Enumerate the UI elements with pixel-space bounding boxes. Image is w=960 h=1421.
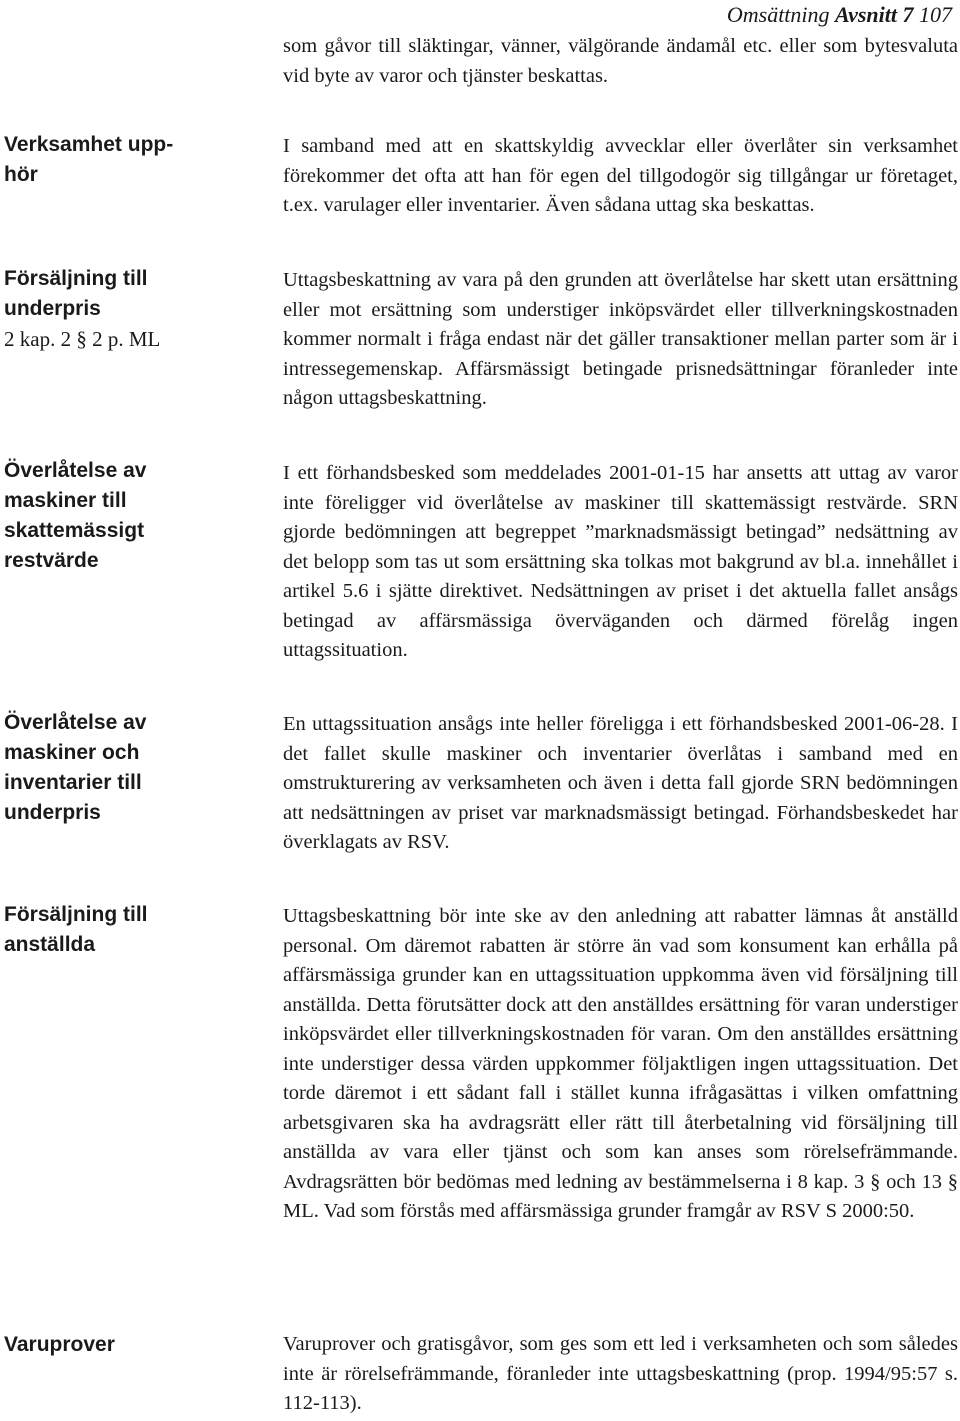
margin-note-line: hör: [4, 163, 38, 186]
body-paragraph: Uttagsbeskattning av vara på den grunden att överlåtelse har skett utan ersättning eller mot ersättning som understiger inköpsvärdet eller tillverkningskostnaden kommer normalt i fråga endast när det gäller transaktioner mellan parter som är i intressegemenskap. Affärsmässigt betingade prisnedsättningar föranleder inte någon uttagsbeskattning.: [283, 269, 958, 409]
margin-note-varuprover: [4, 1330, 219, 1360]
margin-note-forsaljning-underpris: [4, 264, 219, 354]
body-paragraph: I samband med att en skattskyldig avvecklar eller överlåter sin verksamhet förekommer det ofta att han för egen del tillgodogör sig tillgångar ur företaget, t.ex. varulager eller inventarier. Även sådana uttag ska beskattas.: [283, 135, 958, 216]
body-paragraph: En uttagssituation ansågs inte heller föreligga i ett förhandsbesked 2001-06-28. I det fallet skulle maskiner och inventarier överlåtas i samband med en omstrukturering av verksamheten och även i detta fall gjorde SRN bedömningen att nedsättningen av priset var marknadsmässigt betingad. Förhandsbeskedet har överklagats av RSV.: [283, 713, 958, 853]
margin-note-overlatelse-underpris: [4, 708, 219, 828]
margin-note-line: Försäljning till: [4, 267, 148, 290]
margin-note-forsaljning-anstallda: [4, 900, 219, 960]
margin-note-line: Verksamhet upp-: [4, 133, 174, 156]
margin-note-line: Överlåtelse av: [4, 459, 147, 482]
margin-note-verksamhet-upphor: [4, 130, 219, 190]
margin-note-line: underpris: [4, 297, 101, 320]
margin-note-line: restvärde: [4, 549, 99, 572]
margin-note-line: maskiner till: [4, 489, 127, 512]
margin-note-line: inventarier till: [4, 771, 142, 794]
margin-note-overlatelse-restvarde: [4, 456, 219, 576]
chapter-title: Omsättning: [726, 2, 830, 27]
body-paragraph: som gåvor till släktingar, vänner, välgörande ändamål etc. eller som bytesvaluta vid byte av varor och tjänster beskattas.: [283, 35, 958, 87]
page-number: 107: [919, 2, 952, 27]
margin-note-line: Försäljning till: [4, 903, 148, 926]
margin-note-line: anställda: [4, 933, 96, 956]
body-paragraph: I ett förhandsbesked som meddelades 2001-01-15 har ansetts att uttag av varor inte föreligger vid överlåtelse av maskiner till skattemässigt restvärde. SRN gjorde bedömningen att begreppet ”marknadsmässigt betingad” nedsättning av det belopp som tas ut som ersättning ska tolkas mot bakgrund av bl.a. innehållet i artikel 5.6 i sjätte direktivet. Nedsättningen av priset i det aktuella fallet ansågs betingad av affärsmässiga överväganden och därmed förelåg ingen uttagssituation.: [283, 462, 958, 661]
body-paragraph: Uttagsbeskattning bör inte ske av den anledning att rabatter lämnas åt anställd personal. Om däremot rabatten är större än vad som konsument kan erhålla på affärsmässiga grunder kan en uttagssituation uppkomma även vid försäljning till anställda. Detta förutsätter dock att den anställdes ersättning för varan understiger inköpsvärdet eller tillverkningskostnaden för varan. Om den anställdes ersättning inte understiger dessa värden uppkommer följaktligen ingen uttagssituation. Det torde däremot i ett sådant fall i stället kunna ifrågasättas i vilken omfattning arbetsgivaren ska ha avdragsrätt eller rätt till återbetalning vid försäljning till anställda av vara eller tjänst och som kan anses som rörelsefrämmande. Avdragsrätten bör bedömas med ledning av bestämmelserna i 8 kap. 3 § och 13 § ML. Vad som förstås med affärsmässiga grunder framgår av RSV S 2000:50.: [283, 905, 958, 1222]
margin-note-line: underpris: [4, 801, 101, 824]
running-header: [727, 2, 952, 28]
margin-note-line: Varuprover: [4, 1333, 115, 1356]
section-label: Avsnitt 7: [835, 2, 914, 27]
margin-note-line: Överlåtelse av: [4, 711, 147, 734]
margin-note-line: skattemässigt: [4, 519, 145, 542]
body-paragraph: Varuprover och gratisgåvor, som ges som ett led i verksamheten och som således inte är rörelsefrämmande, föranleder inte uttagsbeskattning (prop. 1994/95:57 s. 112-113).: [283, 1333, 958, 1414]
margin-note-line: maskiner och: [4, 741, 140, 764]
margin-note-line: 2 kap. 2 § 2 p. ML: [4, 327, 161, 351]
